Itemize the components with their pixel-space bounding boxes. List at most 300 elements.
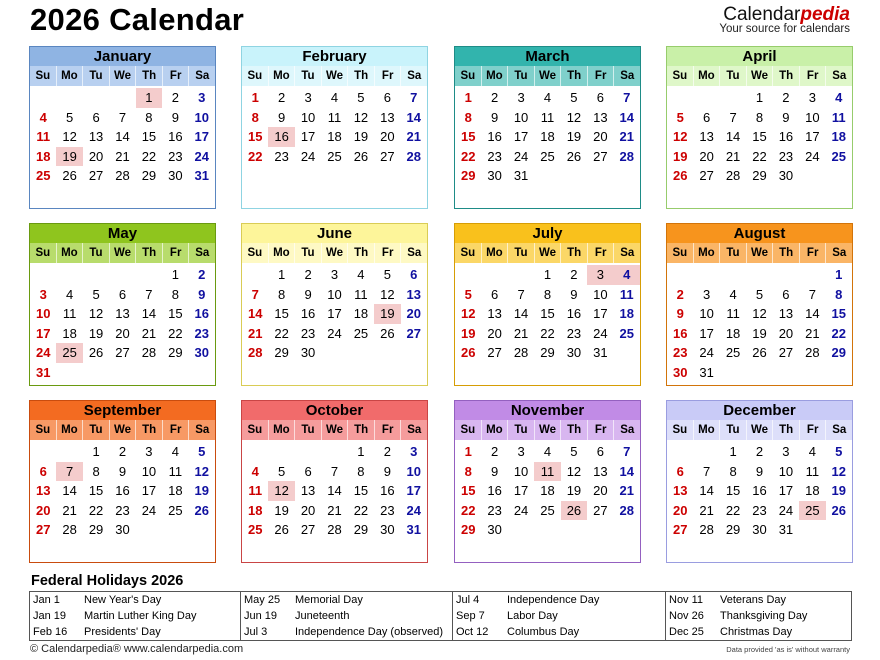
day-cell: 18 [62, 325, 77, 341]
month-february [241, 46, 428, 209]
day-cell: 14 [619, 463, 635, 479]
empty-cell [268, 442, 294, 462]
weekday-label: Mo [482, 420, 509, 440]
holiday-name: Thanksgiving Day [720, 610, 808, 622]
month-title: September [30, 401, 215, 420]
empty-cell [321, 442, 347, 462]
day-cell: 16 [672, 325, 688, 341]
weekday-label: Fr [375, 66, 402, 86]
day-cell: 16 [778, 129, 794, 145]
day-cell: 5 [92, 286, 100, 302]
day-cell: 27 [88, 168, 104, 184]
holiday-name: Christmas Day [720, 626, 793, 638]
day-cell: 23 [168, 148, 183, 164]
weekday-label: Mo [269, 420, 296, 440]
day-cell: 6 [304, 463, 312, 479]
weekday-label: Mo [269, 243, 296, 263]
day-cell: 30 [194, 345, 210, 361]
month-april [666, 46, 853, 209]
weekday-label: Fr [800, 420, 827, 440]
weekday-label: Sa [195, 424, 210, 436]
day-cell: 21 [247, 325, 263, 341]
day-cell: 4 [808, 444, 816, 459]
day-cell: 31 [513, 168, 529, 184]
empty-cell [30, 265, 56, 285]
weekday-label: Fr [800, 66, 827, 86]
day-cell: 26 [380, 325, 395, 341]
day-cell: 1 [357, 444, 365, 459]
holiday-row [453, 608, 665, 624]
day-cell: 27 [672, 522, 688, 538]
empty-cell [455, 265, 481, 285]
day-cell: 21 [406, 129, 422, 145]
holiday-name: Juneteenth [295, 610, 350, 622]
holiday-date: May 25 [244, 594, 281, 606]
weekday-label: Tu [720, 243, 747, 263]
day-cell: 19 [672, 148, 688, 164]
day-cell: 18 [35, 148, 51, 164]
day-cell: 7 [517, 286, 525, 302]
day-cell: 13 [778, 306, 794, 322]
day-cell: 4 [171, 444, 179, 459]
day-cell: 15 [540, 306, 555, 322]
day-cell: 9 [491, 463, 499, 479]
day-cell: 9 [304, 286, 312, 302]
day-cell: 6 [92, 109, 100, 125]
day-cell: 1 [755, 90, 764, 105]
day-cell: 7 [330, 463, 339, 479]
day-cell: 25 [831, 148, 847, 164]
holiday-date: Jan 19 [33, 610, 67, 622]
empty-cell [746, 265, 772, 285]
brand-logo[interactable] [719, 4, 850, 35]
day-cell: 14 [141, 306, 157, 322]
empty-cell [481, 265, 507, 285]
day-cell: 13 [406, 286, 422, 302]
day-cell: 12 [88, 306, 104, 322]
holiday-date: Sep 7 [456, 610, 485, 622]
holiday-date: Nov 26 [669, 610, 704, 622]
day-cell: 22 [831, 325, 847, 341]
day-cell: 2 [118, 444, 127, 459]
day-cell: 8 [464, 463, 472, 479]
day-cell: 30 [672, 364, 688, 380]
day-cell: 5 [66, 109, 74, 125]
empty-cell [242, 265, 268, 285]
day-cell: 29 [353, 522, 369, 538]
weekday-label: Tu [508, 243, 535, 263]
weekday-label: Fr [163, 243, 190, 263]
weekday-label: Fr [375, 243, 402, 263]
weekday-label: Fr [163, 420, 190, 440]
day-cell: 27 [35, 522, 51, 538]
weekday-label: Tu [295, 243, 322, 263]
day-cell: 2 [278, 90, 286, 105]
day-cell: 1 [171, 267, 179, 282]
holiday-row [453, 624, 665, 640]
day-cell: 15 [353, 483, 369, 499]
day-cell: 31 [406, 522, 422, 538]
day-cell: 19 [752, 325, 767, 341]
day-cell: 13 [593, 109, 608, 125]
weekday-label: We [747, 420, 774, 440]
day-cell: 14 [805, 306, 820, 322]
weekday-label: Th [561, 420, 588, 440]
day-cell: 17 [593, 306, 608, 322]
day-cell: 25 [247, 522, 263, 538]
empty-cell [693, 442, 719, 462]
day-cell: 31 [593, 345, 608, 361]
day-cell: 22 [540, 325, 555, 341]
day-cell: 9 [171, 109, 179, 125]
empty-cell [693, 88, 719, 108]
day-cell: 14 [619, 109, 635, 125]
day-cell: 11 [168, 463, 183, 479]
day-cell: 30 [380, 522, 395, 538]
day-cell: 22 [725, 502, 741, 518]
holiday-name: Veterans Day [720, 594, 787, 606]
day-cell: 29 [168, 345, 183, 361]
day-cell: 27 [300, 522, 316, 538]
day-cell: 7 [251, 286, 259, 302]
day-cell: 28 [327, 522, 342, 538]
day-cell: 9 [198, 286, 206, 302]
day-cell: 30 [778, 168, 794, 184]
day-cell: 4 [66, 286, 74, 302]
day-cell: 28 [805, 345, 820, 361]
day-cell: 11 [540, 109, 555, 125]
day-cell: 6 [703, 109, 711, 125]
weekday-label: Sa [832, 70, 847, 82]
day-cell: 1 [464, 444, 472, 459]
weekday-header [30, 243, 215, 263]
weekday-label: Su [242, 66, 269, 86]
month-august [666, 223, 853, 386]
day-cell: 20 [35, 502, 51, 518]
weekday-label: Mo [482, 66, 509, 86]
day-cell: 2 [491, 444, 499, 459]
day-cell: 26 [831, 502, 847, 518]
day-cell: 21 [619, 483, 635, 499]
day-cell: 18 [540, 129, 555, 145]
day-cell: 1 [251, 90, 259, 105]
day-cell: 6 [118, 286, 127, 302]
day-cell: 7 [623, 90, 631, 105]
month-january [29, 46, 216, 209]
day-cell: 21 [699, 502, 714, 518]
day-cell: 25 [327, 148, 342, 164]
day-cell: 23 [380, 502, 395, 518]
day-cell: 10 [300, 109, 316, 125]
day-cell: 10 [141, 463, 157, 479]
day-cell: 23 [274, 148, 289, 164]
day-cell: 11 [805, 463, 820, 479]
day-cell: 22 [141, 148, 157, 164]
day-cell: 29 [460, 522, 476, 538]
day-cell: 5 [755, 286, 764, 302]
day-cell: 27 [406, 325, 422, 341]
day-cell: 2 [198, 267, 206, 282]
day-cell: 23 [566, 325, 582, 341]
weekday-label: Th [136, 420, 163, 440]
weekday-label: We [322, 66, 349, 86]
day-cell: 14 [513, 306, 529, 322]
weekday-label: Tu [83, 420, 110, 440]
holiday-day-cell: 19 [374, 304, 400, 324]
day-cell: 29 [725, 522, 741, 538]
day-cell: 27 [699, 168, 714, 184]
month-may [29, 223, 216, 386]
holiday-name: Labor Day [507, 610, 558, 622]
day-cell: 22 [247, 148, 263, 164]
empty-cell [720, 265, 746, 285]
weekday-header [242, 420, 427, 440]
day-cell: 10 [778, 463, 794, 479]
day-cell: 29 [274, 345, 289, 361]
day-cell: 5 [570, 90, 578, 105]
day-cell: 25 [168, 502, 183, 518]
day-cell: 25 [540, 148, 555, 164]
weekday-label: Sa [195, 70, 210, 82]
day-cell: 8 [251, 109, 259, 125]
holiday-name: Independence Day [507, 594, 600, 606]
day-cell: 29 [88, 522, 104, 538]
day-cell: 15 [274, 306, 289, 322]
day-cell: 4 [543, 90, 552, 105]
holiday-row [666, 608, 851, 624]
day-cell: 9 [570, 286, 578, 302]
weekday-label: Sa [620, 247, 635, 259]
month-title: July [455, 224, 640, 243]
month-september [29, 400, 216, 563]
day-cell: 10 [194, 109, 210, 125]
day-cell: 12 [460, 306, 476, 322]
day-cell: 13 [115, 306, 130, 322]
weekday-label: We [535, 66, 562, 86]
day-cell: 8 [464, 109, 472, 125]
weekday-label: Su [30, 66, 57, 86]
day-cell: 19 [831, 483, 847, 499]
day-cell: 18 [725, 325, 741, 341]
holiday-date: Dec 25 [669, 626, 704, 638]
weekday-label: Su [30, 243, 57, 263]
day-cell: 28 [115, 168, 130, 184]
day-cell: 6 [410, 267, 418, 282]
day-grid [30, 263, 215, 385]
day-cell: 24 [300, 148, 316, 164]
day-cell: 28 [619, 148, 635, 164]
day-cell: 4 [39, 109, 47, 125]
day-cell: 17 [513, 129, 529, 145]
weekday-label: We [322, 243, 349, 263]
weekday-label: Mo [482, 243, 509, 263]
day-cell: 11 [62, 306, 77, 322]
day-cell: 26 [62, 168, 77, 184]
month-july [454, 223, 641, 386]
weekday-label: Th [136, 243, 163, 263]
weekday-label: Su [667, 243, 694, 263]
day-cell: 17 [699, 325, 714, 341]
day-cell: 16 [487, 483, 502, 499]
weekday-header [667, 420, 852, 440]
day-cell: 2 [676, 286, 684, 302]
footer-copyright: © Calendarpedia® www.calendarpedia.com [30, 643, 244, 655]
day-cell: 26 [88, 345, 104, 361]
weekday-label: We [747, 243, 774, 263]
day-cell: 15 [141, 129, 157, 145]
weekday-label: Fr [588, 66, 615, 86]
weekday-label: Tu [508, 66, 535, 86]
day-cell: 24 [513, 148, 529, 164]
day-cell: 13 [88, 129, 104, 145]
day-cell: 3 [304, 90, 312, 105]
day-cell: 7 [703, 463, 711, 479]
day-cell: 30 [300, 345, 316, 361]
day-cell: 21 [115, 148, 130, 164]
day-cell: 18 [540, 483, 555, 499]
day-cell: 15 [725, 483, 741, 499]
empty-cell [799, 265, 825, 285]
empty-cell [667, 265, 693, 285]
day-cell: 20 [406, 306, 422, 322]
day-cell: 29 [831, 345, 847, 361]
holiday-date: Jun 19 [244, 610, 278, 622]
day-cell: 23 [194, 325, 210, 341]
day-cell: 25 [353, 325, 369, 341]
empty-cell [667, 442, 693, 462]
weekday-label: Th [348, 66, 375, 86]
day-cell: 6 [491, 286, 499, 302]
day-cell: 24 [699, 345, 714, 361]
holiday-column [240, 592, 452, 640]
day-cell: 20 [300, 502, 316, 518]
day-cell: 3 [782, 444, 790, 459]
day-cell: 3 [703, 286, 711, 302]
weekday-label: Sa [620, 424, 635, 436]
day-cell: 8 [729, 463, 737, 479]
day-grid [455, 86, 640, 208]
weekday-label: Sa [407, 247, 422, 259]
empty-cell [773, 265, 799, 285]
day-cell: 21 [327, 502, 342, 518]
day-cell: 19 [566, 483, 582, 499]
day-cell: 17 [35, 325, 51, 341]
weekday-label: Fr [800, 243, 827, 263]
weekday-label: Mo [57, 243, 84, 263]
weekday-header [455, 66, 640, 86]
day-cell: 29 [540, 345, 555, 361]
weekday-label: Su [667, 66, 694, 86]
day-cell: 20 [487, 325, 502, 341]
day-cell: 18 [805, 483, 820, 499]
holiday-date: Jul 3 [244, 626, 268, 638]
holiday-row [241, 608, 452, 624]
weekday-label: Sa [620, 70, 635, 82]
weekday-header [455, 243, 640, 263]
day-cell: 16 [566, 306, 582, 322]
day-cell: 3 [198, 90, 206, 105]
day-cell: 8 [145, 109, 153, 125]
day-cell: 10 [406, 463, 422, 479]
day-cell: 21 [619, 129, 635, 145]
day-cell: 8 [357, 463, 365, 479]
day-cell: 28 [141, 345, 157, 361]
day-grid [455, 263, 640, 385]
footer-disclaimer: Data provided 'as is' without warranty [726, 645, 850, 654]
day-cell: 31 [35, 364, 51, 380]
day-cell: 6 [596, 90, 604, 105]
holiday-day-cell: 25 [56, 343, 82, 363]
day-cell: 13 [699, 129, 714, 145]
day-cell: 6 [39, 463, 47, 479]
weekday-label: Mo [694, 420, 721, 440]
day-cell: 14 [62, 483, 77, 499]
month-title: February [242, 47, 427, 66]
page-title: 2026 Calendar [30, 2, 245, 37]
day-cell: 28 [619, 502, 635, 518]
day-cell: 5 [464, 286, 472, 302]
day-cell: 6 [596, 444, 604, 459]
weekday-label: Sa [832, 247, 847, 259]
day-cell: 12 [380, 286, 395, 302]
day-cell: 23 [487, 502, 502, 518]
empty-cell [242, 442, 268, 462]
brand-name: Calendarpedia [723, 4, 850, 25]
day-cell: 2 [171, 90, 179, 105]
empty-cell [83, 88, 109, 108]
day-cell: 19 [194, 483, 210, 499]
day-cell: 4 [251, 463, 259, 479]
day-cell: 19 [274, 502, 289, 518]
empty-cell [136, 265, 162, 285]
day-cell: 26 [566, 148, 582, 164]
empty-cell [56, 442, 82, 462]
day-grid [242, 440, 427, 562]
day-cell: 20 [593, 129, 608, 145]
day-cell: 9 [755, 463, 764, 479]
holiday-date: Jan 1 [33, 594, 60, 606]
empty-cell [109, 88, 135, 108]
day-cell: 1 [278, 267, 286, 282]
day-cell: 23 [115, 502, 130, 518]
day-cell: 9 [676, 306, 684, 322]
day-cell: 29 [141, 168, 157, 184]
day-cell: 3 [517, 444, 525, 459]
day-cell: 12 [62, 129, 77, 145]
holiday-name: Columbus Day [507, 626, 580, 638]
weekday-header [667, 243, 852, 263]
day-cell: 12 [752, 306, 767, 322]
empty-cell [508, 265, 534, 285]
day-cell: 21 [141, 325, 157, 341]
day-cell: 15 [168, 306, 183, 322]
day-grid [455, 440, 640, 562]
day-cell: 17 [194, 129, 210, 145]
weekday-label: Th [561, 243, 588, 263]
day-cell: 26 [752, 345, 767, 361]
day-cell: 27 [593, 502, 608, 518]
day-cell: 18 [168, 483, 183, 499]
weekday-label: Th [348, 243, 375, 263]
day-cell: 15 [88, 483, 104, 499]
day-cell: 7 [808, 286, 816, 302]
day-cell: 11 [619, 286, 634, 302]
day-cell: 10 [699, 306, 714, 322]
holiday-day-cell: 3 [587, 265, 613, 285]
day-cell: 22 [353, 502, 369, 518]
day-cell: 15 [752, 129, 767, 145]
day-grid [242, 263, 427, 385]
